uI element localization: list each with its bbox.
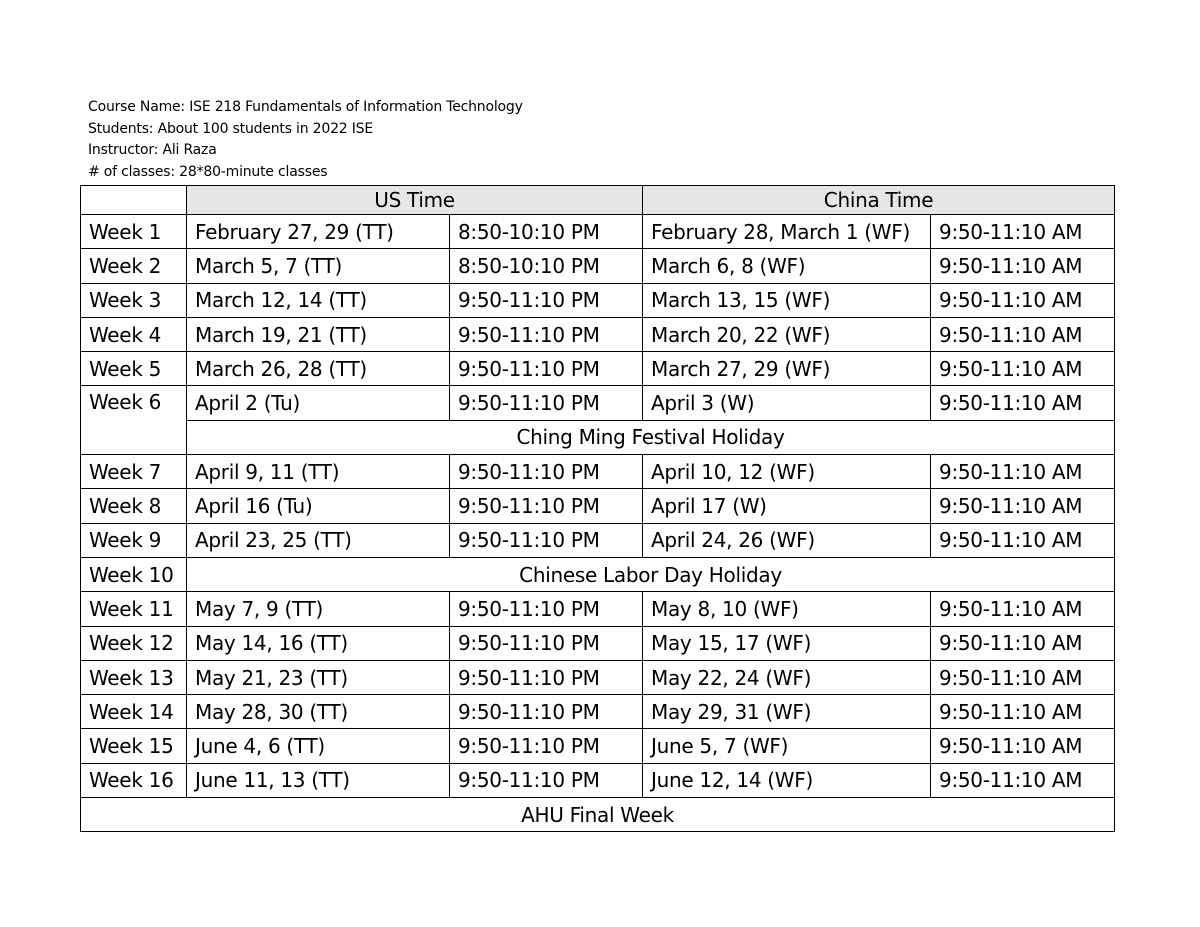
china-date-cell: May 15, 17 (WF) (643, 626, 931, 660)
us-date-cell: June 4, 6 (TT) (187, 729, 450, 763)
week-cell: Week 9 (81, 523, 187, 557)
us-date-cell: February 27, 29 (TT) (187, 215, 450, 249)
us-time-cell: 9:50-11:10 PM (450, 626, 643, 660)
china-date-cell: April 24, 26 (WF) (643, 523, 931, 557)
china-time-cell: 9:50-11:10 AM (931, 763, 1115, 797)
table-row (81, 352, 1115, 386)
week-cell: Week 1 (81, 215, 187, 249)
table-row (81, 386, 1115, 420)
china-date-cell: June 5, 7 (WF) (643, 729, 931, 763)
us-time-cell: 8:50-10:10 PM (450, 215, 643, 249)
china-time-cell: 9:50-11:10 AM (931, 592, 1115, 626)
course-info (88, 97, 523, 183)
holiday-row (81, 557, 1115, 591)
table-row (81, 626, 1115, 660)
us-time-cell: 9:50-11:10 PM (450, 352, 643, 386)
table-row (81, 249, 1115, 283)
us-date-cell: May 7, 9 (TT) (187, 592, 450, 626)
us-time-cell: 9:50-11:10 PM (450, 489, 643, 523)
us-date-cell: March 5, 7 (TT) (187, 249, 450, 283)
week-cell: Week 14 (81, 695, 187, 729)
week-cell: Week 16 (81, 763, 187, 797)
us-time-cell: 9:50-11:10 PM (450, 729, 643, 763)
ching-ming-holiday-cell: Ching Ming Festival Holiday (187, 420, 1115, 454)
us-time-cell: 9:50-11:10 PM (450, 523, 643, 557)
us-date-cell: May 14, 16 (TT) (187, 626, 450, 660)
week-cell: Week 7 (81, 455, 187, 489)
week-cell: Week 10 (81, 557, 187, 591)
header-row (81, 186, 1115, 215)
us-date-cell: March 12, 14 (TT) (187, 283, 450, 317)
instructor-info: Instructor: Ali Raza (88, 142, 217, 158)
china-date-cell: June 12, 14 (WF) (643, 763, 931, 797)
china-date-cell: March 27, 29 (WF) (643, 352, 931, 386)
us-date-cell: May 28, 30 (TT) (187, 695, 450, 729)
week-cell: Week 8 (81, 489, 187, 523)
us-time-cell: 9:50-11:10 PM (450, 695, 643, 729)
us-date-cell: April 16 (Tu) (187, 489, 450, 523)
week-cell: Week 2 (81, 249, 187, 283)
table-row (81, 489, 1115, 523)
table-row (81, 317, 1115, 351)
us-time-cell: 9:50-11:10 PM (450, 592, 643, 626)
us-date-cell: April 2 (Tu) (187, 386, 450, 420)
us-time-cell: 9:50-11:10 PM (450, 763, 643, 797)
us-date-cell: April 23, 25 (TT) (187, 523, 450, 557)
table-row (81, 455, 1115, 489)
china-date-cell: May 29, 31 (WF) (643, 695, 931, 729)
china-date-cell: April 17 (W) (643, 489, 931, 523)
final-week-row (81, 798, 1115, 832)
us-date-cell: March 19, 21 (TT) (187, 317, 450, 351)
final-week-cell: AHU Final Week (81, 798, 1115, 832)
china-time-cell: 9:50-11:10 AM (931, 695, 1115, 729)
china-date-cell: May 22, 24 (WF) (643, 660, 931, 694)
china-time-header: China Time (643, 186, 1115, 215)
us-time-cell: 9:50-11:10 PM (450, 455, 643, 489)
us-time-cell: 9:50-11:10 PM (450, 386, 643, 420)
china-time-cell: 9:50-11:10 AM (931, 523, 1115, 557)
us-date-cell: April 9, 11 (TT) (187, 455, 450, 489)
holiday-row (81, 420, 1115, 454)
table-row (81, 763, 1115, 797)
us-time-cell: 9:50-11:10 PM (450, 283, 643, 317)
students-info: Students: About 100 students in 2022 ISE (88, 120, 374, 137)
week-cell: Week 15 (81, 729, 187, 763)
us-time-header: US Time (187, 186, 643, 215)
china-time-cell: 9:50-11:10 AM (931, 283, 1115, 317)
china-time-cell: 9:50-11:10 AM (931, 455, 1115, 489)
table-row (81, 283, 1115, 317)
china-time-cell: 9:50-11:10 AM (931, 215, 1115, 249)
table-row (81, 660, 1115, 694)
table-row (81, 729, 1115, 763)
labor-day-holiday-cell: Chinese Labor Day Holiday (187, 557, 1115, 591)
china-date-cell: March 6, 8 (WF) (643, 249, 931, 283)
china-time-cell: 9:50-11:10 AM (931, 729, 1115, 763)
week-cell: Week 13 (81, 660, 187, 694)
china-time-cell: 9:50-11:10 AM (931, 352, 1115, 386)
us-date-cell: March 26, 28 (TT) (187, 352, 450, 386)
week-cell: Week 4 (81, 317, 187, 351)
course-name: Course Name: ISE 218 Fundamentals of Information Technology (88, 99, 523, 115)
schedule-table (80, 185, 1115, 832)
week-cell: Week 3 (81, 283, 187, 317)
china-date-cell: April 10, 12 (WF) (643, 455, 931, 489)
china-date-cell: February 28, March 1 (WF) (643, 215, 931, 249)
us-date-cell: May 21, 23 (TT) (187, 660, 450, 694)
us-date-cell: June 11, 13 (TT) (187, 763, 450, 797)
class-count: # of classes: 28*80-minute classes (88, 163, 328, 180)
us-time-cell: 8:50-10:10 PM (450, 249, 643, 283)
china-time-cell: 9:50-11:10 AM (931, 249, 1115, 283)
table-row (81, 215, 1115, 249)
table-row (81, 523, 1115, 557)
week-cell: Week 5 (81, 352, 187, 386)
china-time-cell: 9:50-11:10 AM (931, 386, 1115, 420)
china-time-cell: 9:50-11:10 AM (931, 660, 1115, 694)
us-time-cell: 9:50-11:10 PM (450, 660, 643, 694)
week-cell: Week 12 (81, 626, 187, 660)
china-date-cell: April 3 (W) (643, 386, 931, 420)
table-row (81, 695, 1115, 729)
china-date-cell: March 13, 15 (WF) (643, 283, 931, 317)
china-time-cell: 9:50-11:10 AM (931, 626, 1115, 660)
china-time-cell: 9:50-11:10 AM (931, 317, 1115, 351)
week-cell: Week 6 (81, 386, 187, 455)
china-date-cell: March 20, 22 (WF) (643, 317, 931, 351)
table-row (81, 592, 1115, 626)
us-time-cell: 9:50-11:10 PM (450, 317, 643, 351)
week-cell: Week 11 (81, 592, 187, 626)
china-time-cell: 9:50-11:10 AM (931, 489, 1115, 523)
china-date-cell: May 8, 10 (WF) (643, 592, 931, 626)
header-blank-cell (81, 186, 187, 215)
